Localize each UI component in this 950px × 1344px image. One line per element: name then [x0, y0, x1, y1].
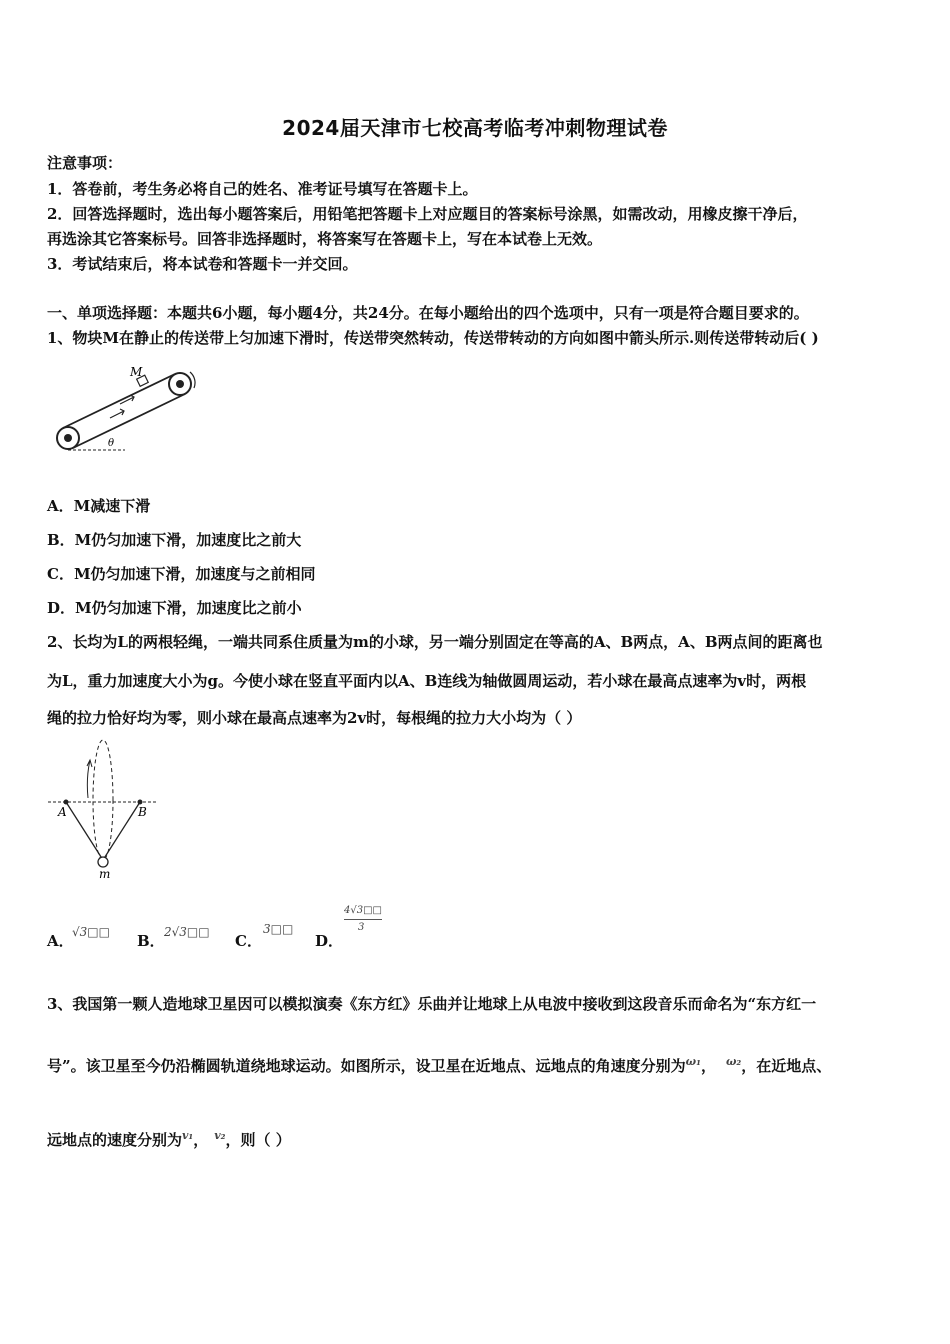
q2-option-d-numerator: 4√3□□: [344, 905, 382, 916]
notice-item-2b: 再选涂其它答案标号。回答非选择题时，将答案写在答题卡上，写在本试卷上无效。: [47, 230, 603, 248]
notice-item-1: 1．答卷前，考生务必将自己的姓名、准考证号填写在答题卡上。: [47, 180, 478, 198]
label-m: m: [99, 867, 111, 881]
velocity-1: v₁: [182, 1129, 194, 1142]
label-b: B: [138, 805, 147, 819]
conveyor-belt-figure: [50, 362, 210, 457]
q3-line-2-text: 号”。该卫星至今仍沿椭圆轨道绕地球运动。如图所示，设卫星在近地点、远地点的角速度分别为: [47, 1057, 686, 1075]
q1-option-b: B．M仍匀加速下滑，加速度比之前大: [47, 531, 302, 549]
section-heading: 一、单项选择题：本题共6小题，每小题4分，共24分。在每小题给出的四个选项中，只有一项是符合题目要求的。: [47, 304, 809, 322]
notice-item-3: 3．考试结束后，将本试卷和答题卡一并交回。: [47, 255, 358, 273]
separator-1: ，: [700, 1057, 716, 1075]
circular-path: [93, 740, 113, 860]
q3-line-3-tail: ，则（ ）: [225, 1131, 291, 1149]
q2-option-d-fraction-bar: [344, 919, 382, 920]
q2-option-b-value: 2√3□□: [164, 925, 210, 939]
q1-option-d: D．M仍匀加速下滑，加速度比之前小: [47, 599, 302, 617]
q2-option-b-label: B．: [137, 932, 165, 950]
ball: [98, 857, 108, 867]
q2-line-3: 绳的拉力恰好均为零，则小球在最高点速率为2v时，每根绳的拉力大小均为（ ）: [47, 709, 582, 727]
page-title: 2024届天津市七校高考临考冲刺物理试卷: [282, 116, 668, 140]
label-theta: θ: [108, 438, 115, 449]
q2-line-2: 为L，重力加速度大小为g。今使小球在竖直平面内以A、B连线为轴做圆周运动，若小球在最高点速率为v时，两根: [47, 672, 807, 690]
q1-option-a: A．M减速下滑: [47, 497, 151, 515]
q3-line-1: 3、我国第一颗人造地球卫星因可以模拟演奏《东方红》乐曲并让地球上从电波中接收到这段音乐而命名为“东方红一: [47, 995, 817, 1013]
q2-option-a-label: A．: [47, 932, 74, 950]
q3-line-3: [47, 1129, 291, 1150]
q2-option-c-label: C．: [235, 932, 262, 950]
belt-bottom: [73, 394, 185, 448]
notice-heading: 注意事项：: [47, 154, 123, 172]
separator-2: ，: [193, 1131, 209, 1149]
q2-option-a-value: √3□□: [72, 925, 110, 939]
omega-1: ω₁: [685, 1055, 701, 1068]
point-a: [64, 800, 69, 805]
velocity-2: v₂: [214, 1129, 226, 1142]
q3-line-2: [47, 1055, 831, 1076]
label-a: A: [58, 805, 67, 819]
label-m: M: [130, 365, 143, 379]
q1-stem: 1、物块M在静止的传送带上匀加速下滑时，传送带突然转动，传送带转动的方向如图中箭头所示.则传送带转动后( ): [47, 329, 819, 347]
q2-line-1: 2、长均为L的两根轻绳，一端共同系住质量为m的小球，另一端分别固定在等高的A、B两点，A、B两点间的距离也: [47, 633, 823, 651]
rope-ball-figure: [48, 738, 163, 883]
q1-option-c: C．M仍匀加速下滑，加速度与之前相同: [47, 565, 316, 583]
rope-b: [103, 802, 140, 860]
point-b: [138, 800, 143, 805]
belt-arrow-2: [110, 409, 124, 418]
q3-line-3-text: 远地点的速度分别为: [47, 1131, 183, 1149]
q2-option-c-value: 3□□: [263, 922, 294, 936]
rope-a: [66, 802, 103, 860]
belt-top: [63, 374, 175, 428]
q2-option-d-denominator: 3: [358, 922, 365, 933]
q3-line-2-tail: ，在近地点、: [741, 1057, 832, 1075]
notice-item-2a: 2．回答选择题时，选出每小题答案后，用铅笔把答题卡上对应题目的答案标号涂黑，如需改动，用橡皮擦干净后，: [47, 205, 808, 223]
omega-2: ω₂: [725, 1055, 742, 1068]
q2-option-d-label: D．: [315, 932, 344, 950]
motion-arrow: [87, 760, 92, 798]
